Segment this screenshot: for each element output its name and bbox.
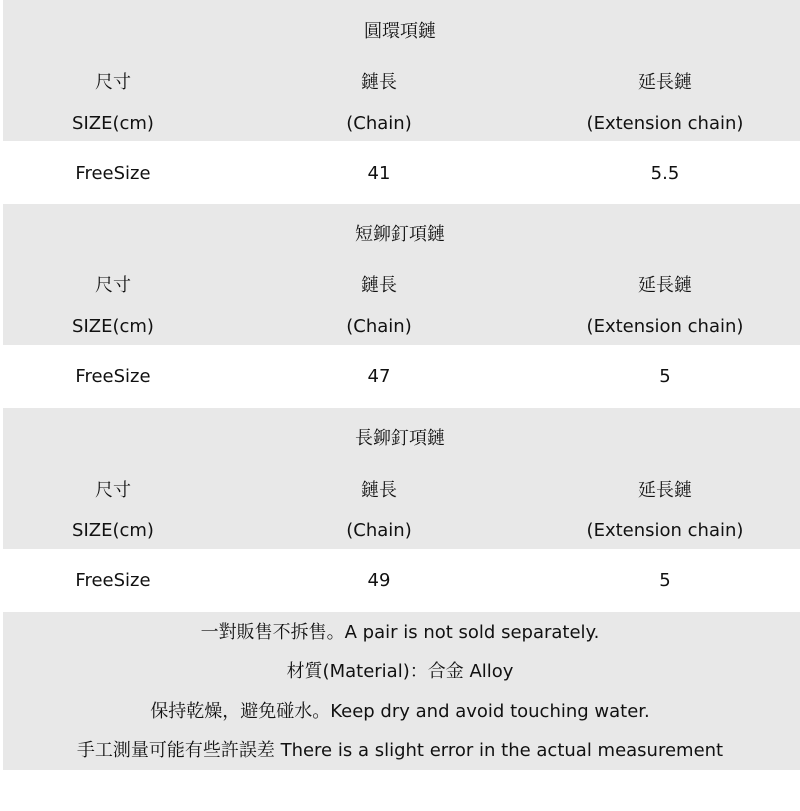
section-3-header-extension-zh: 延長鏈 [638,480,692,501]
section-2-cell-size: FreeSize [75,366,151,387]
section-2-header-extension-en: (Extension chain) [586,316,744,337]
section-1-title: 圓環項鏈 [364,21,436,42]
section-3-cell-size: FreeSize [75,570,151,591]
section-2-title: 短鉚釘項鏈 [355,224,445,245]
section-3-header-chain-zh: 鏈長 [361,480,397,501]
section-3-header-size-zh: 尺寸 [95,480,131,501]
section-2-header-size-zh: 尺寸 [95,275,131,296]
section-3-cell-extension: 5 [659,570,671,591]
section-1-cell-extension: 5.5 [650,163,680,184]
section-1-header-chain-en: (Chain) [346,113,412,134]
section-1-cell-size: FreeSize [75,163,151,184]
section-1-header-extension-zh: 延長鏈 [638,72,692,93]
note-measurement-error: 手工測量可能有些許誤差 There is a slight error in the actual measurement [76,740,724,761]
section-3-header-extension-en: (Extension chain) [586,520,744,541]
note-keep-dry: 保持乾燥，避免碰水。Keep dry and avoid touching water. [150,701,650,722]
section-1-header-size-en: SIZE(cm) [72,113,154,134]
note-pair-sold: 一對販售不拆售。A pair is not sold separately. [200,622,600,643]
section-3-header-size-en: SIZE(cm) [72,520,154,541]
section-2-header-extension-zh: 延長鏈 [638,275,692,296]
section-2-cell-chain: 47 [367,366,391,387]
section-2-cell-extension: 5 [659,366,671,387]
section-3-cell-chain: 49 [367,570,391,591]
section-1-header-extension-en: (Extension chain) [586,113,744,134]
section-2-header-chain-en: (Chain) [346,316,412,337]
section-1-cell-chain: 41 [367,163,391,184]
section-1-header-chain-zh: 鏈長 [361,72,397,93]
section-2-header-size-en: SIZE(cm) [72,316,154,337]
section-2-header-chain-zh: 鏈長 [361,275,397,296]
section-1-header-size-zh: 尺寸 [95,72,131,93]
section-3-title: 長鉚釘項鏈 [355,428,445,449]
section-3-header-chain-en: (Chain) [346,520,412,541]
note-material: 材質(Material)：合金 Alloy [286,661,514,682]
